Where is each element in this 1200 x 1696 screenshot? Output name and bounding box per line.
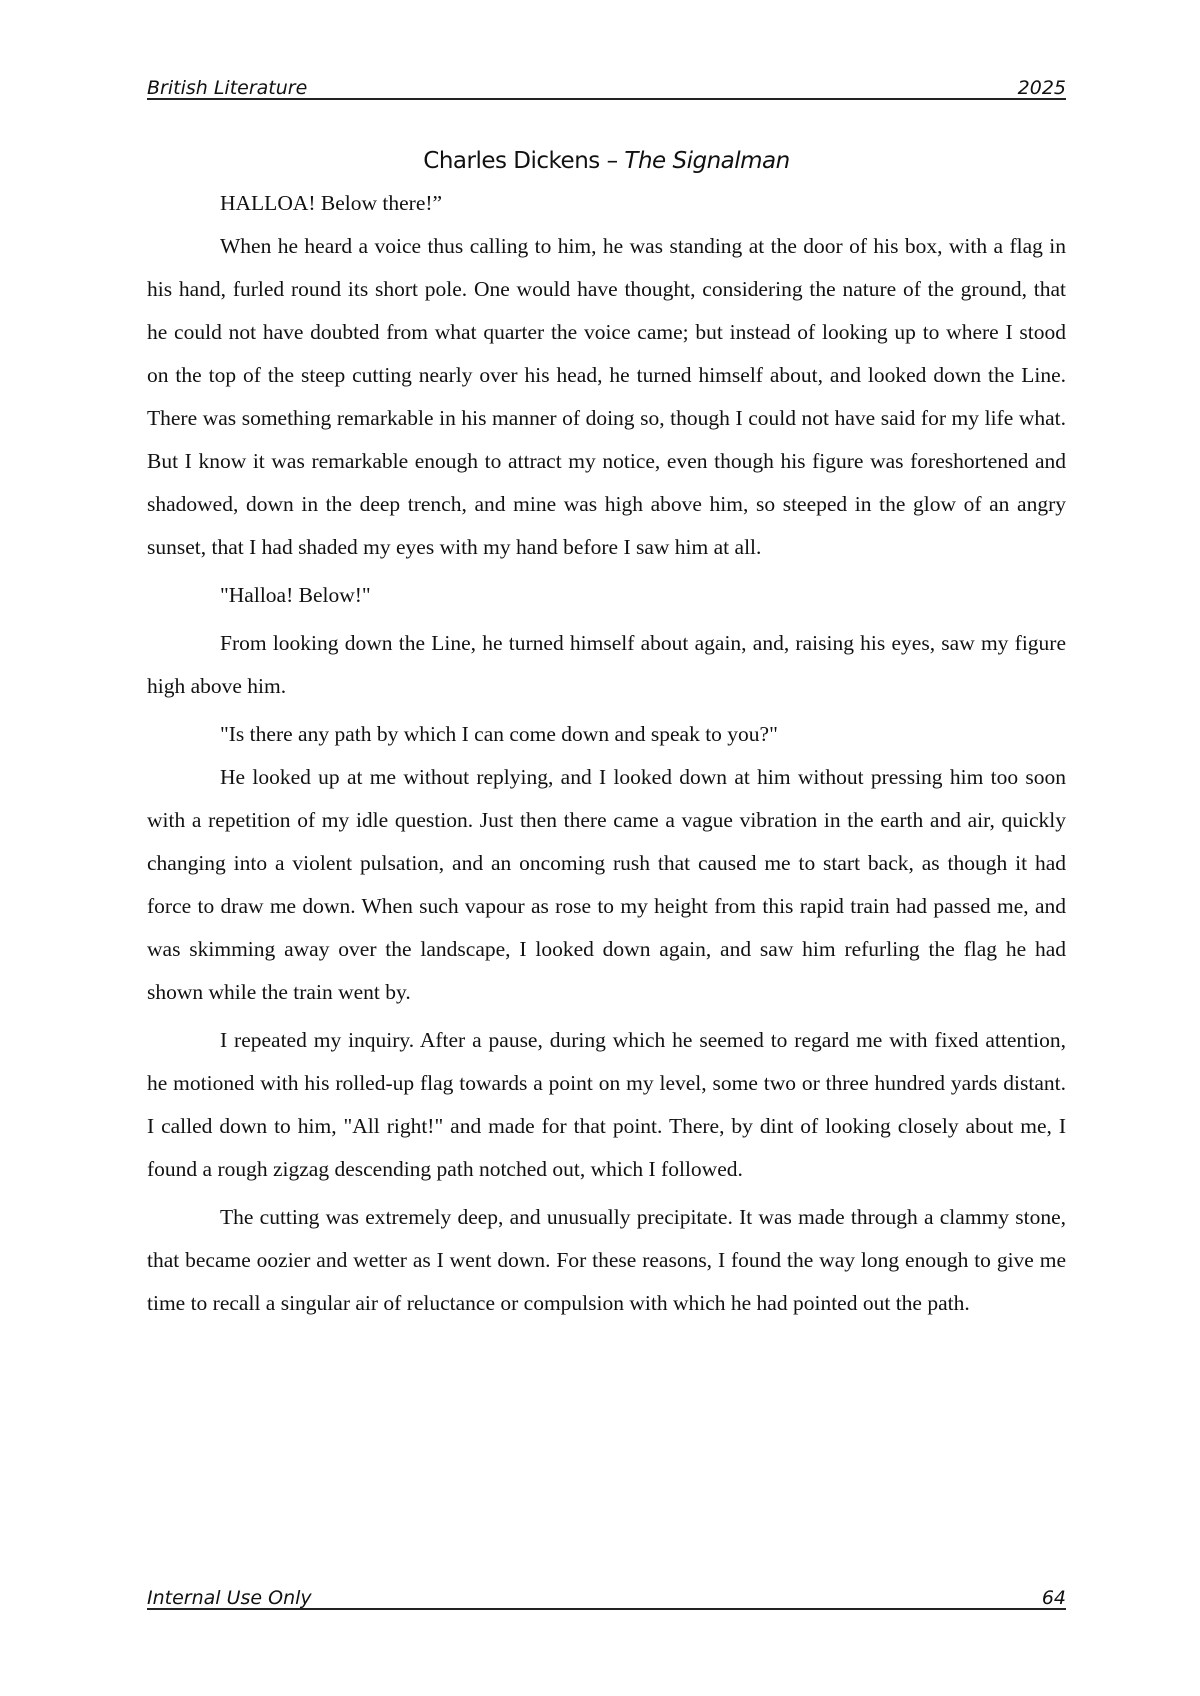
paragraph-2: When he heard a voice thus calling to him, he was standing at the door of his box, with a flag in his hand, furled round its short pole. One would have thought, considering the nature of the ground, that he could not have doubted from what quarter the voice came; but instead of looking up to where I stood on the top of the steep cutting nearly over his head, he turned himself about, and looked down the Line. There was something remarkable in his manner of doing so, though I could not have said for my life what. But I know it was remarkable enough to attract my notice, even though his figure was foreshortened and shadowed, down in the deep trench, and mine was high above him, so steeped in the glow of an angry sunset, that I had shaded my eyes with my hand before I saw him at all. (147, 234, 1066, 559)
page-title (147, 146, 1066, 176)
footer-classification: Internal Use Only (147, 1587, 312, 1609)
page-footer (147, 1582, 1066, 1610)
page-header (147, 72, 1066, 100)
paragraph-4: From looking down the Line, he turned himself about again, and, raising his eyes, saw my figure high above him. (147, 631, 1066, 698)
page-number: 64 (1041, 1587, 1066, 1609)
title-author: Charles Dickens – (423, 148, 625, 174)
paragraph-3: "Halloa! Below!" (220, 583, 371, 607)
paragraph-6: He looked up at me without replying, and I looked down at him without pressing him too soon with a repetition of my idle question. Just then there came a vague vibration in the earth and air, quickly changing into a violent pulsation, and an oncoming rush that caused me to start back, as though it had force to draw me down. When such vapour as rose to my height from this rapid train had passed me, and was skimming away over the landscape, I looked down again, and saw him refurling the flag he had shown while the train went by. (147, 765, 1066, 1004)
paragraph-5: "Is there any path by which I can come down and speak to you?" (220, 722, 778, 746)
header-year: 2025 (1017, 77, 1066, 99)
title-work: The Signalman (624, 148, 790, 174)
paragraph-8: The cutting was extremely deep, and unusually precipitate. It was made through a clammy stone, that became oozier and wetter as I went down. For these reasons, I found the way long enough to give me time to recall a singular air of reluctance or compulsion with which he had pointed out the path. (147, 1205, 1066, 1315)
header-course-title: British Literature (147, 77, 308, 99)
body-text (147, 182, 1066, 1325)
paragraph-7: I repeated my inquiry. After a pause, during which he seemed to regard me with fixed attention, he motioned with his rolled-up flag towards a point on my level, some two or three hundred yards distant. I called down to him, "All right!" and made for that point. There, by dint of looking closely about me, I found a rough zigzag descending path notched out, which I followed. (147, 1028, 1066, 1181)
paragraph-1: HALLOA! Below there!” (220, 191, 443, 215)
